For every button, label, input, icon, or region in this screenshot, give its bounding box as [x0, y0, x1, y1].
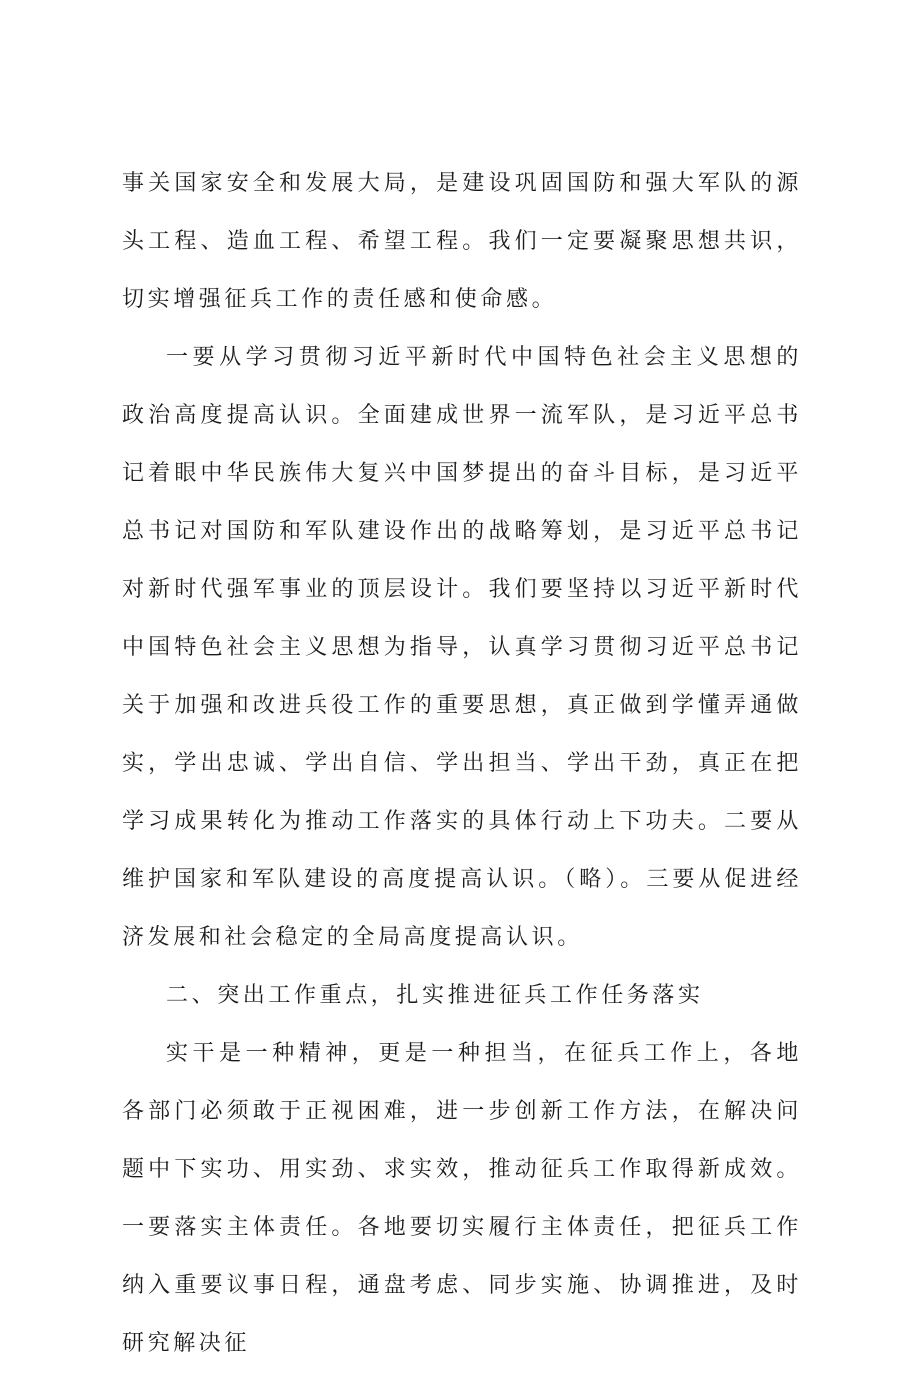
- paragraph-continuation: 事关国家安全和发展大局，是建设巩固国防和强大军队的源头工程、造血工程、希望工程。我们一定要凝聚思想共识，切实增强征兵工作的责任感和使命感。: [122, 171, 802, 312]
- section-heading-two: 二、突出工作重点，扎实推进征兵工作任务落实: [166, 983, 704, 1008]
- document-body: [122, 155, 802, 1373]
- paragraph-political-awareness: 一要从学习贯彻习近平新时代中国特色社会主义思想的政治高度提高认识。全面建成世界一流军队，是习近平总书记着眼中华民族伟大复兴中国梦提出的奋斗目标，是习近平总书记对国防和军队建设作出的战略筹划，是习近平总书记对新时代强军事业的顶层设计。我们要坚持以习近平新时代中国特色社会主义思想为指导，认真学习贯彻习近平总书记关于加强和改进兵役工作的重要思想，真正做到学懂弄通做实，学出忠诚、学出自信、学出担当、学出干劲，真正在把学习成果转化为推动工作落实的具体行动上下功夫。二要从维护国家和军队建设的高度提高认识。（略）。三要从促进经济发展和社会稳定的全局高度提高认识。: [122, 345, 802, 950]
- paragraph-work-focus: 实干是一种精神，更是一种担当，在征兵工作上，各地各部门必须敢于正视困难，进一步创新工作方法，在解决问题中下实功、用实劲、求实效，推动征兵工作取得新成效。一要落实主体责任。各地要切实履行主体责任，把征兵工作纳入重要议事日程，通盘考虑、同步实施、协调推进，及时研究解决征: [122, 1041, 802, 1356]
